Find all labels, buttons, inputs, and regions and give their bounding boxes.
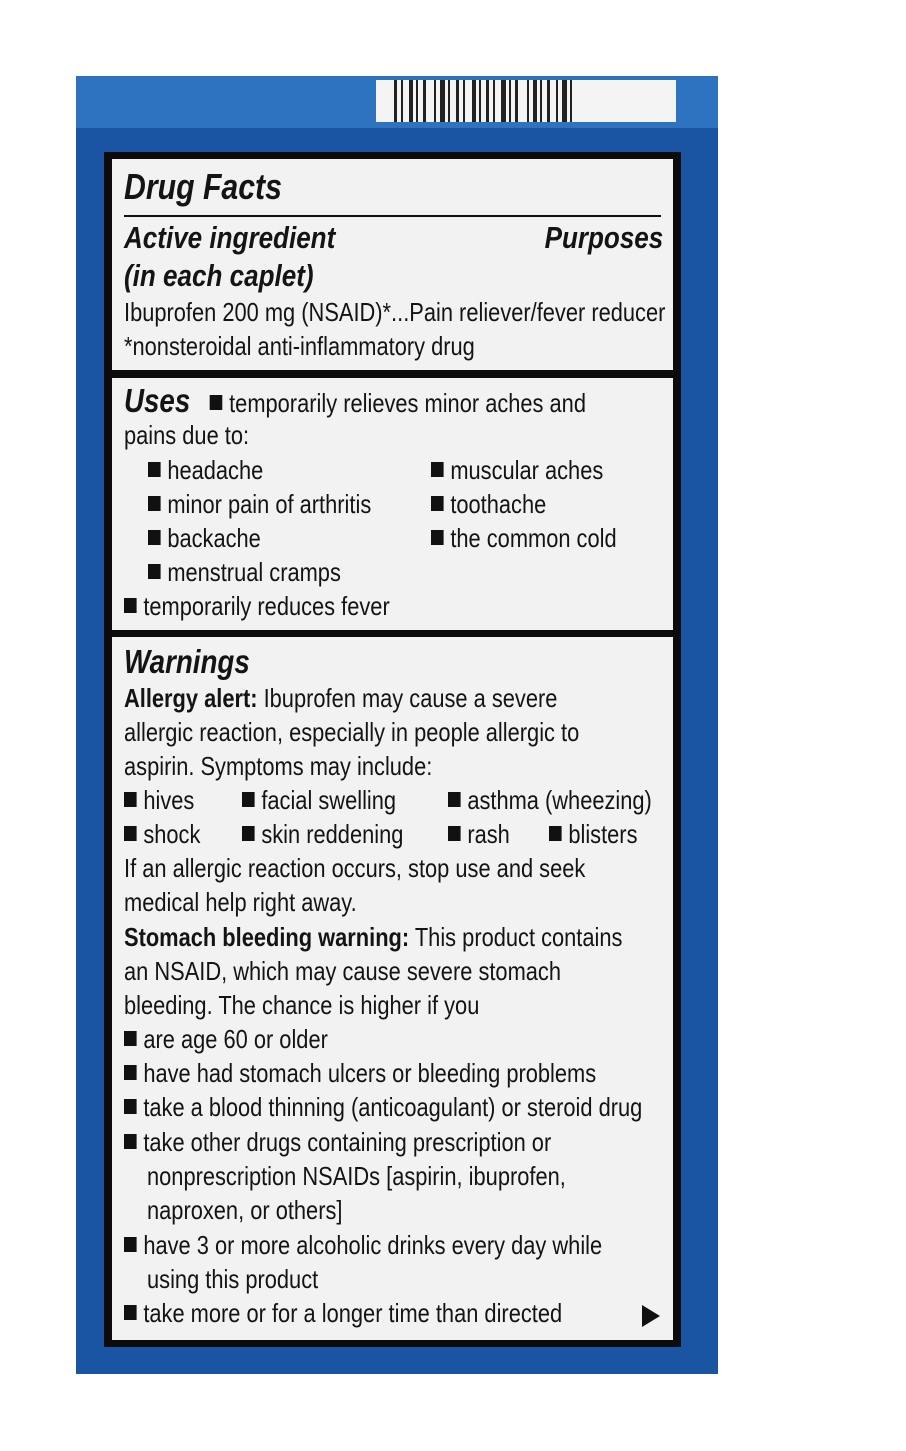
symptom-item: shock (124, 817, 215, 851)
bullet-icon (148, 462, 161, 477)
allergy-after: medical help right away. (124, 887, 357, 917)
uses-heading: Uses (124, 382, 191, 419)
uses-fever: temporarily reduces fever (124, 589, 440, 623)
stomach-text: bleeding. The chance is higher if you (124, 990, 480, 1020)
bullet-icon (549, 826, 562, 841)
risk-item: are age 60 or older (124, 1022, 367, 1056)
allergy-alert: Allergy alert: Ibuprofen may cause a severe (124, 683, 558, 713)
bullet-icon (242, 826, 255, 841)
bullet-icon (124, 826, 137, 841)
symptom-item: facial swelling (242, 783, 425, 817)
bullet-icon (448, 792, 461, 807)
bullet-icon (148, 496, 161, 511)
symptom-item: skin reddening (242, 817, 434, 851)
bullet-icon (124, 1031, 137, 1046)
bullet-icon (242, 792, 255, 807)
uses-panel (112, 378, 673, 630)
bullet-icon (148, 564, 161, 579)
risk-item: take a blood thinning (anticoagulant) or steroid drug (124, 1090, 741, 1124)
bullet-icon (448, 826, 461, 841)
bullet-icon (124, 792, 137, 807)
title-rule (124, 215, 661, 217)
warnings-heading: Warnings (124, 643, 250, 680)
symptom-item: hives (124, 783, 208, 817)
bullet-icon (124, 1134, 137, 1149)
risk-item: have 3 or more alcoholic drinks every day while (124, 1228, 693, 1262)
bullet-icon (124, 598, 137, 613)
allergy-text: aspirin. Symptoms may include: (124, 751, 433, 781)
bullet-icon (431, 530, 444, 545)
ingredient-line: Ibuprofen 200 mg (NSAID)*...Pain reliever/fever reducer (124, 297, 666, 327)
uses-item: muscular aches (431, 453, 636, 487)
risk-item-cont: using this product (147, 1264, 319, 1294)
symptom-item: blisters (549, 817, 654, 851)
risk-item: take more or for a longer time than directed (124, 1296, 646, 1330)
stomach-warning: Stomach bleeding warning: This product contains (124, 922, 623, 952)
risk-item-cont: nonprescription NSAIDs [aspirin, ibuprofen, (147, 1161, 566, 1191)
uses-item: backache (148, 521, 282, 555)
uses-item: toothache (431, 487, 568, 521)
footnote: *nonsteroidal anti-inflammatory drug (124, 331, 475, 361)
uses-intro-cont: pains due to: (124, 420, 250, 450)
continue-arrow-icon (642, 1305, 660, 1327)
active-ingredient-heading: Active ingredient (in each caplet) (124, 220, 336, 293)
risk-item-cont: naproxen, or others] (147, 1195, 343, 1225)
bullet-icon (431, 462, 444, 477)
uses-item: menstrual cramps (148, 555, 378, 589)
uses-item: headache (148, 453, 285, 487)
warnings-panel (112, 637, 673, 1340)
risk-item: have had stomach ulcers or bleeding problems (124, 1056, 686, 1090)
bullet-icon (124, 1305, 137, 1320)
risk-item: take other drugs containing prescription or (124, 1125, 633, 1159)
allergy-after: If an allergic reaction occurs, stop use and seek (124, 853, 586, 883)
symptom-item: rash (448, 817, 522, 851)
bullet-icon (431, 496, 444, 511)
purposes-heading: Purposes (544, 220, 663, 255)
uses-item: minor pain of arthritis (148, 487, 414, 521)
allergy-text: allergic reaction, especially in people allergic to (124, 717, 580, 747)
uses-intro: Uses temporarily relieves minor aches and (124, 382, 586, 419)
bullet-icon (124, 1065, 137, 1080)
stomach-text: an NSAID, which may cause severe stomach (124, 956, 561, 986)
bullet-icon (124, 1099, 137, 1114)
drug-facts-title: Drug Facts (124, 166, 282, 207)
active-ingredient-panel (112, 159, 673, 370)
bullet-icon (124, 1237, 137, 1252)
bullet-icon (210, 395, 223, 410)
barcode (376, 80, 676, 122)
symptom-item: asthma (wheezing) (448, 783, 691, 817)
uses-item: the common cold (431, 521, 652, 555)
bullet-icon (148, 530, 161, 545)
